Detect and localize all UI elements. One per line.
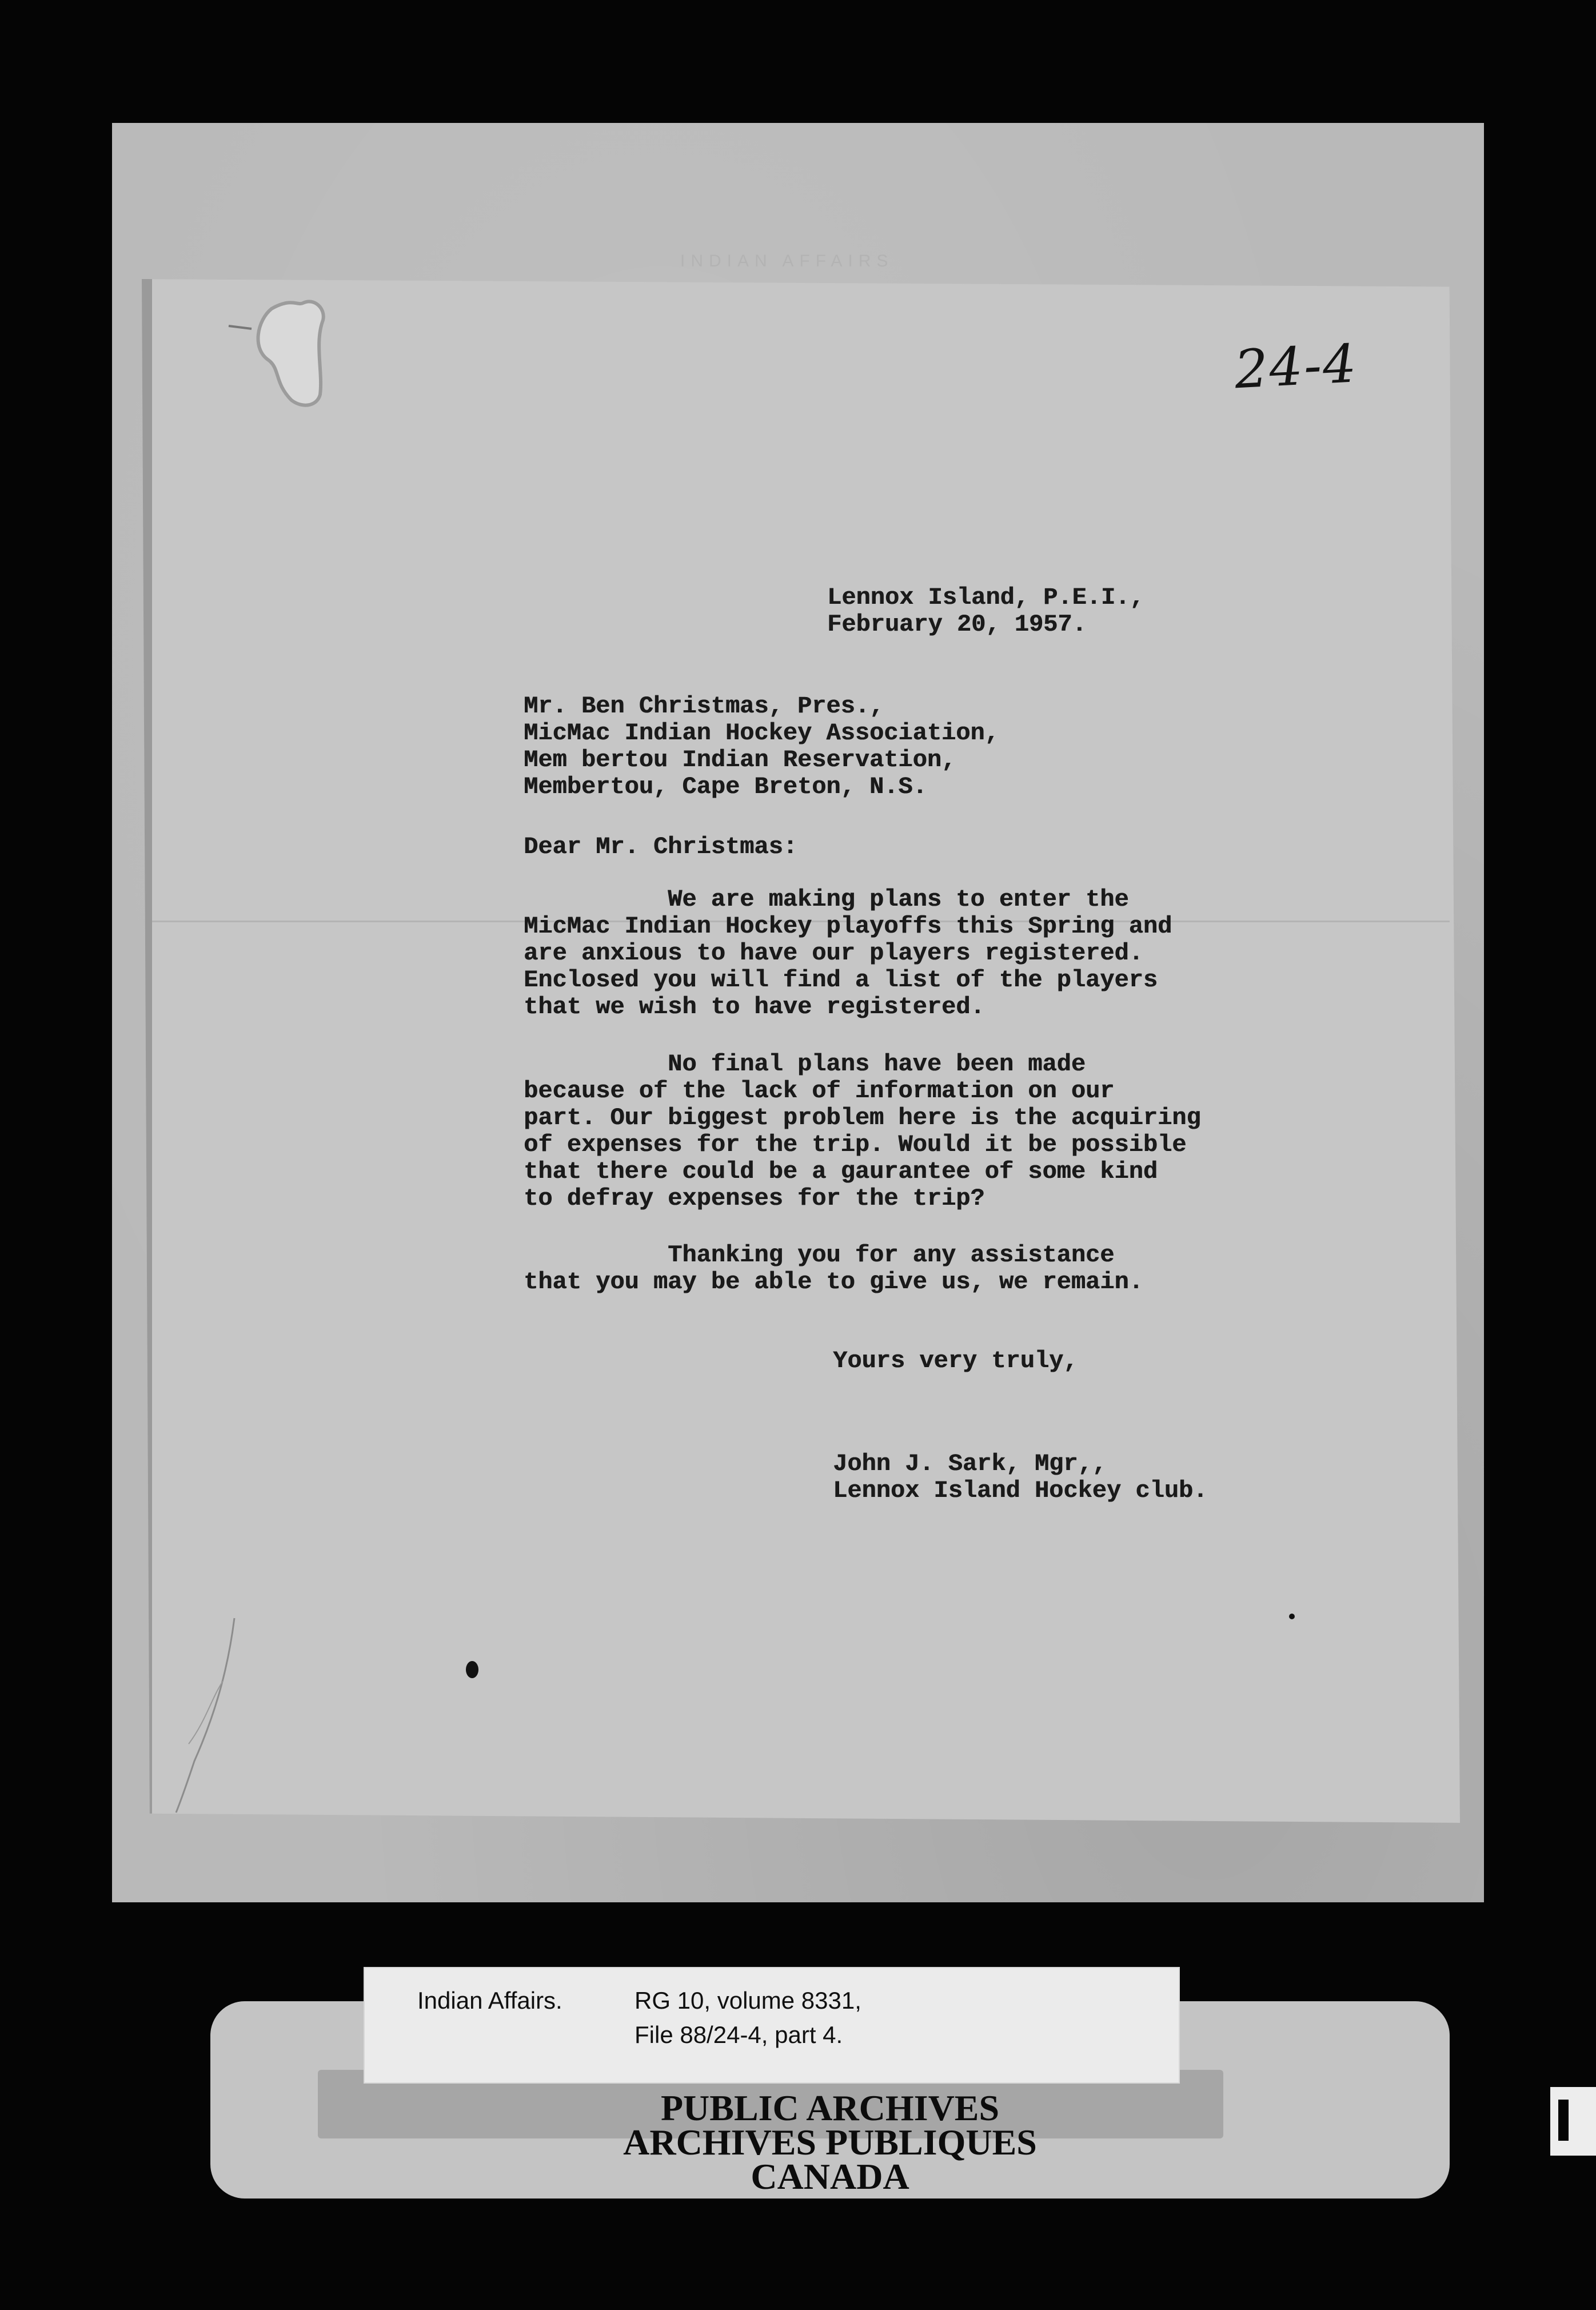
handwritten-file-reference: 24-4 <box>1233 333 1359 401</box>
torn-corner-mark <box>217 286 354 423</box>
signature-name: John J. Sark, Mgr,, <box>833 1450 1107 1477</box>
paragraph-2-line-3: part. Our biggest problem here is the acquiring <box>524 1104 1201 1132</box>
ink-blemish <box>466 1661 478 1678</box>
signature-organization: Lennox Island Hockey club. <box>833 1477 1208 1504</box>
film-edge-mark <box>1550 2087 1596 2156</box>
paragraph-2-line-4: of expenses for the trip. Would it be possible <box>524 1131 1187 1158</box>
paragraph-1-line-4: Enclosed you will find a list of the players <box>524 966 1158 994</box>
archive-reference-line-1: RG 10, volume 8331, <box>635 1987 861 2014</box>
archive-country: CANADA <box>751 2156 909 2197</box>
film-edge-notch <box>1558 2100 1569 2141</box>
paragraph-2-line-1: No final plans have been made <box>524 1050 1086 1078</box>
paragraph-3-line-1: Thanking you for any assistance <box>524 1241 1115 1269</box>
archive-department: Indian Affairs. <box>417 1987 562 2014</box>
archive-title-french: ARCHIVES PUBLIQUES <box>623 2122 1037 2162</box>
archive-title-english: PUBLIC ARCHIVES <box>660 2088 1000 2128</box>
recipient-line-2: MicMac Indian Hockey Association, <box>524 719 999 747</box>
paragraph-1-line-1: We are making plans to enter the <box>524 886 1129 913</box>
paragraph-1-line-5: that we wish to have registered. <box>524 993 985 1021</box>
paragraph-1-line-3: are anxious to have our players registered. <box>524 939 1143 967</box>
recipient-line-3: Mem bertou Indian Reservation, <box>524 746 956 774</box>
paragraph-1-line-2: MicMac Indian Hockey playoffs this Spring and <box>524 913 1172 940</box>
archive-reference-line-2: File 88/24-4, part 4. <box>635 2021 843 2048</box>
closing: Yours very truly, <box>833 1347 1078 1375</box>
salutation: Dear Mr. Christmas: <box>524 833 797 861</box>
ink-blemish <box>1289 1614 1295 1619</box>
paragraph-2-line-5: that there could be a gaurantee of some kind <box>524 1158 1158 1185</box>
recipient-line-1: Mr. Ben Christmas, Pres., <box>524 692 884 720</box>
ghost-stamp-impression: INDIAN AFFAIRS <box>680 252 894 270</box>
sender-address-line-1: Lennox Island, P.E.I., <box>827 584 1144 611</box>
paragraph-2-line-6: to defray expenses for the trip? <box>524 1185 985 1212</box>
sender-date-line: February 20, 1957. <box>827 611 1087 638</box>
recipient-line-4: Membertou, Cape Breton, N.S. <box>524 773 927 800</box>
scratch-mark <box>171 1612 252 1818</box>
paragraph-2-line-2: because of the lack of information on our <box>524 1077 1115 1105</box>
paragraph-3-line-2: that you may be able to give us, we remain. <box>524 1268 1143 1296</box>
